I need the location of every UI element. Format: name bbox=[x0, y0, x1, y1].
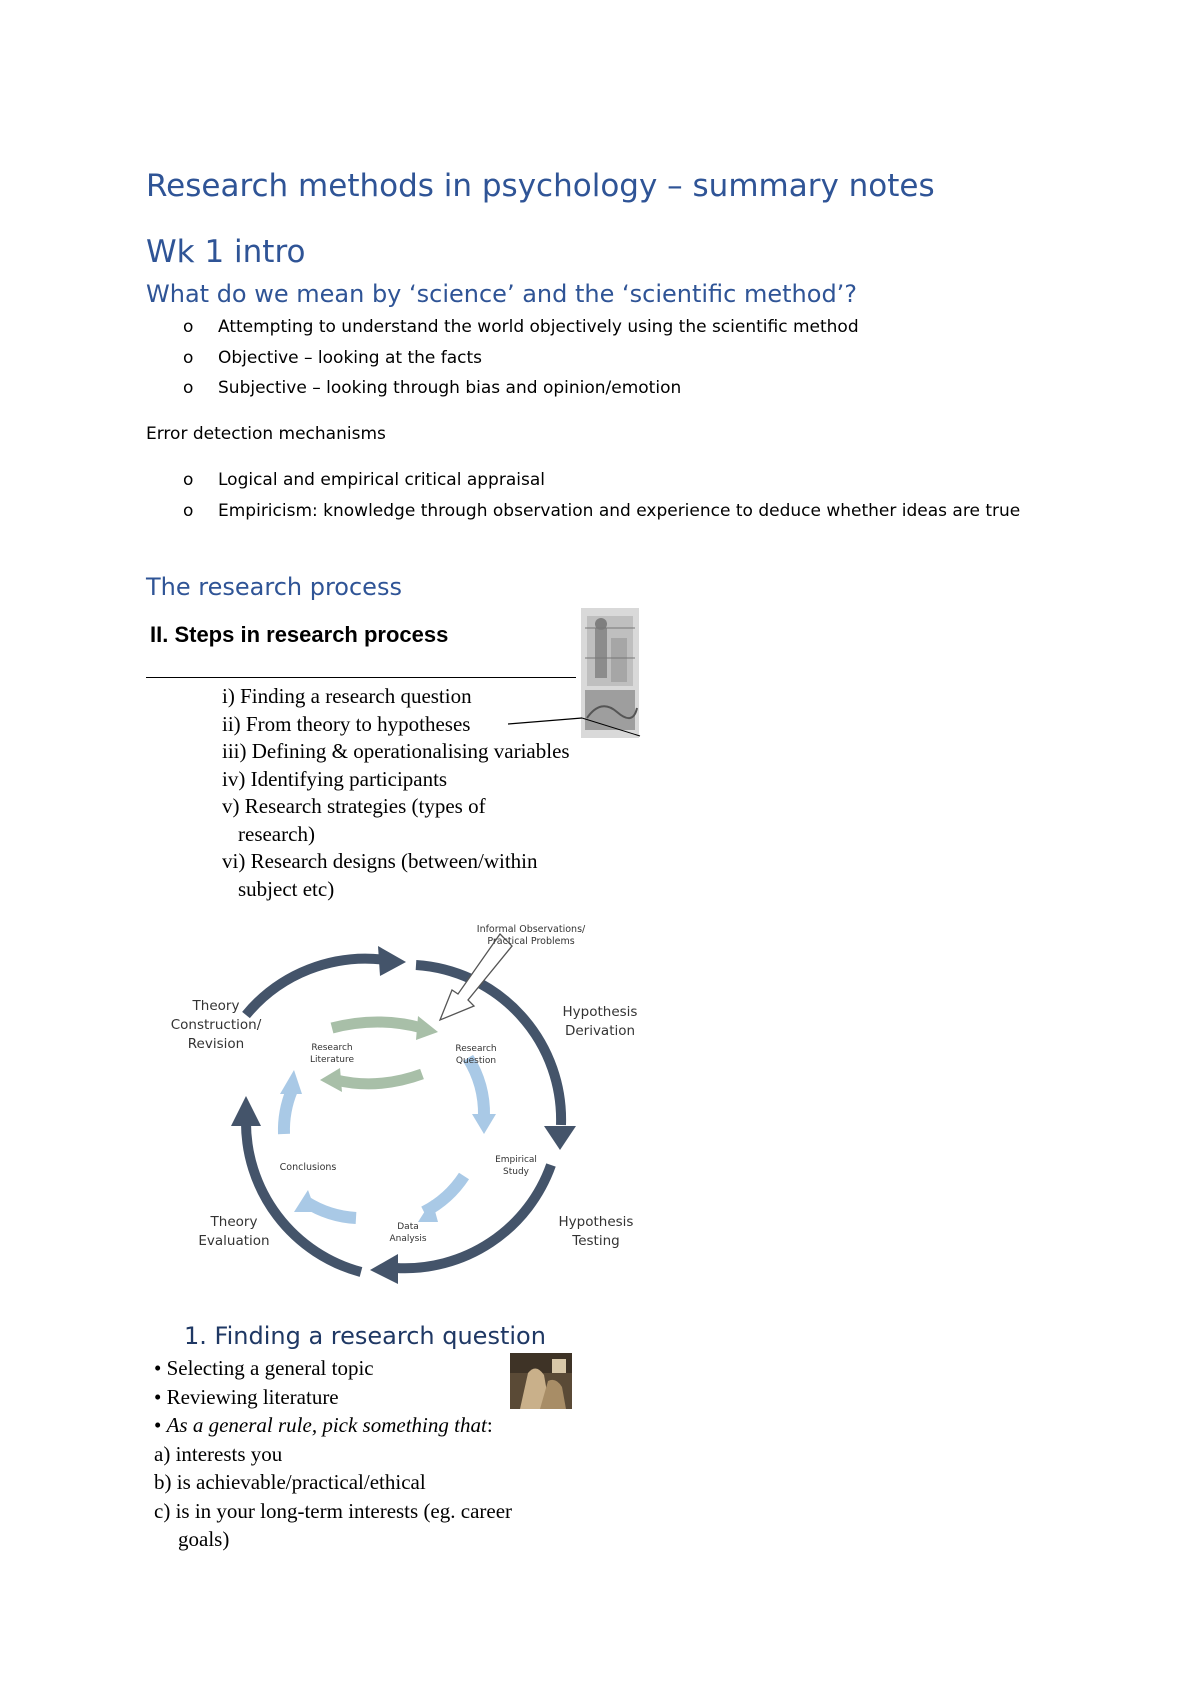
science-bullet-list bbox=[146, 312, 1046, 404]
label-data-1: Data bbox=[397, 1222, 419, 1232]
list-item: • As a general rule, pick something that: bbox=[154, 1413, 493, 1437]
label-theory-eval-2: Evaluation bbox=[198, 1233, 270, 1249]
list-item: o Subjective – looking through bias and opinion/emotion bbox=[146, 373, 1046, 404]
list-item: b) is achievable/practical/ethical bbox=[154, 1470, 426, 1494]
list-item: iii) Defining & operationalising variables bbox=[222, 739, 570, 763]
list-item: c) is in your long-term interests (eg. career goals) bbox=[154, 1498, 513, 1551]
label-theory-con-3: Revision bbox=[187, 1036, 245, 1052]
center-arrows bbox=[320, 1016, 438, 1092]
list-item: o Attempting to understand the world objectively using the scientific method bbox=[146, 312, 1046, 343]
list-item: o Logical and empirical critical appraisal bbox=[146, 465, 1046, 496]
section-heading-research-process: The research process bbox=[146, 573, 402, 601]
research-question-slide-image bbox=[146, 1320, 646, 1570]
label-conclusions: Conclusions bbox=[279, 1162, 337, 1173]
list-item: i) Finding a research question bbox=[222, 684, 472, 708]
week-heading: Wk 1 intro bbox=[146, 234, 306, 270]
circle-bullet-icon: o bbox=[183, 470, 194, 490]
label-data-2: Analysis bbox=[389, 1234, 427, 1244]
hand-photo bbox=[510, 1353, 572, 1409]
label-q-2: Question bbox=[455, 1056, 497, 1066]
label-theory-con-1: Theory bbox=[192, 998, 240, 1014]
label-informal-2: Practical Problems bbox=[487, 936, 575, 947]
label-hyp-test-1: Hypothesis bbox=[558, 1214, 634, 1230]
slide-divider bbox=[146, 677, 576, 678]
section-heading-science: What do we mean by ‘science’ and the ‘scientific method’? bbox=[146, 280, 858, 308]
steps-slide-image bbox=[146, 608, 646, 908]
list-item: a) interests you bbox=[154, 1441, 283, 1466]
steps-list bbox=[222, 683, 570, 903]
label-hyp-der-1: Hypothesis bbox=[562, 1004, 638, 1020]
circle-bullet-icon: o bbox=[183, 500, 194, 521]
circle-bullet-icon: o bbox=[183, 347, 194, 368]
label-hyp-test-2: Testing bbox=[572, 1233, 620, 1249]
label-theory-con-2: Construction/ bbox=[170, 1017, 262, 1033]
list-item: ii) From theory to hypotheses bbox=[222, 711, 471, 736]
research-cycle-diagram bbox=[146, 920, 646, 1300]
error-detection-label: Error detection mechanisms bbox=[146, 424, 386, 444]
list-item: vi) Research designs (between/within subject etc) bbox=[222, 849, 538, 901]
label-lit-1: Research bbox=[311, 1043, 353, 1053]
document-title: Research methods in psychology – summary notes bbox=[146, 168, 935, 204]
research-question-list bbox=[154, 1354, 512, 1554]
label-emp-1: Empirical bbox=[495, 1155, 537, 1165]
slide-title: II. Steps in research process bbox=[150, 622, 449, 647]
slide-title: 1. Finding a research question bbox=[184, 1322, 546, 1350]
circle-bullet-icon: o bbox=[183, 317, 194, 337]
label-hyp-der-2: Derivation bbox=[564, 1023, 636, 1039]
list-item: iv) Identifying participants bbox=[222, 766, 448, 791]
list-item: v) Research strategies (types of research) bbox=[222, 794, 486, 846]
list-item: • Selecting a general topic bbox=[154, 1356, 374, 1380]
label-lit-2: Literature bbox=[309, 1055, 355, 1065]
label-informal-1: Informal Observations/ bbox=[476, 924, 586, 935]
list-item: • Reviewing literature bbox=[154, 1384, 339, 1409]
label-q-1: Research bbox=[455, 1044, 497, 1054]
list-item: o Empiricism: knowledge through observation and experience to deduce whether ideas are true bbox=[146, 496, 1046, 527]
label-emp-2: Study bbox=[503, 1167, 529, 1177]
error-detection-list bbox=[146, 465, 1046, 526]
circle-bullet-icon: o bbox=[183, 378, 194, 398]
label-theory-eval-1: Theory bbox=[210, 1214, 258, 1230]
list-item: o Objective – looking at the facts bbox=[146, 343, 1046, 374]
